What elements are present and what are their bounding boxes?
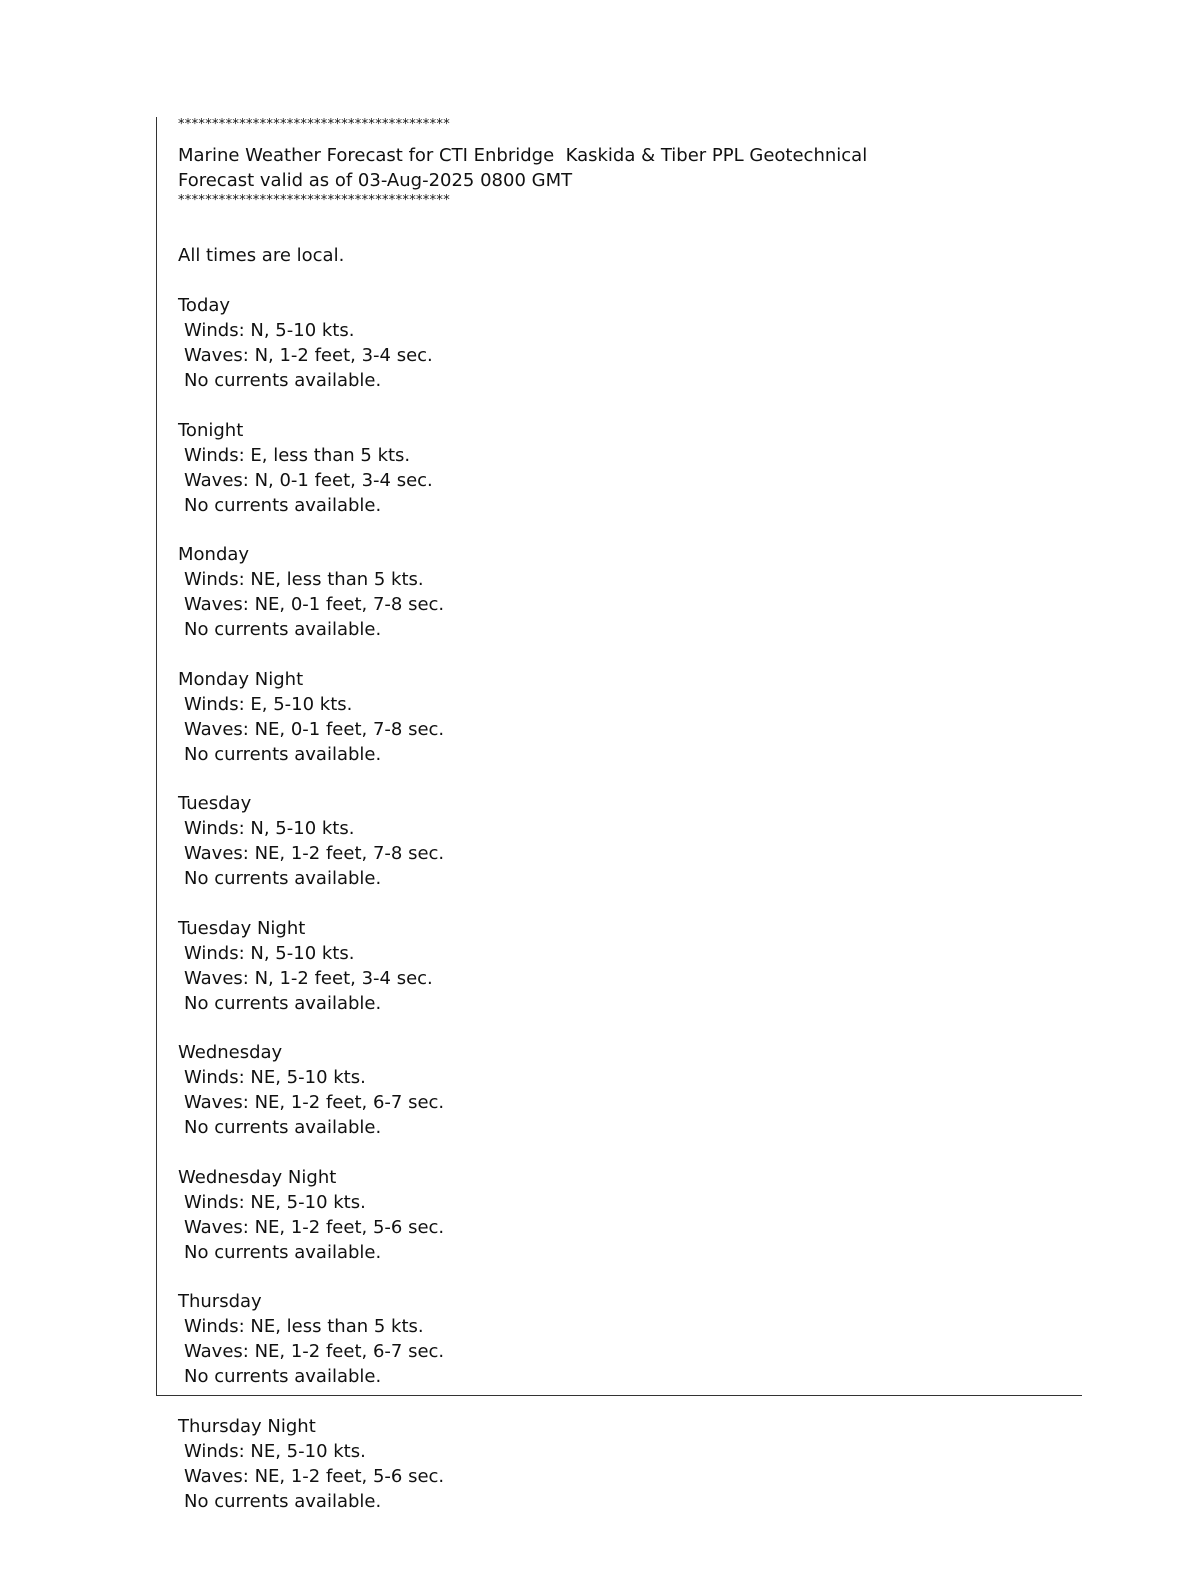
period-winds: Winds: N, 5-10 kts. — [184, 942, 355, 964]
forecast-document — [178, 117, 1058, 1538]
forecast-period — [178, 916, 1058, 1041]
period-currents: No currents available. — [184, 1117, 382, 1138]
forecast-period — [178, 791, 1058, 916]
period-name: Today — [178, 295, 231, 316]
period-waves: Waves: N, 0-1 feet, 3-4 sec. — [184, 469, 433, 491]
header-separator-top: **************************************** — [178, 117, 450, 132]
forecast-period — [178, 1414, 1058, 1539]
period-winds: Winds: NE, less than 5 kts. — [184, 1316, 424, 1337]
period-name: Monday Night — [178, 668, 304, 690]
period-currents: No currents available. — [184, 619, 382, 640]
forecast-title: Marine Weather Forecast for CTI Enbridge Kaskida & Tiber PPL Geotechnical — [178, 145, 868, 166]
period-waves: Waves: NE, 0-1 feet, 7-8 sec. — [184, 718, 445, 740]
period-waves: Waves: NE, 1-2 feet, 5-6 sec. — [184, 1216, 445, 1238]
period-winds: Winds: NE, less than 5 kts. — [184, 569, 424, 590]
timezone-note: All times are local. — [178, 245, 345, 266]
period-currents: No currents available. — [184, 370, 382, 391]
period-name: Wednesday Night — [178, 1166, 337, 1188]
period-winds: Winds: NE, 5-10 kts. — [184, 1191, 366, 1213]
period-winds: Winds: E, less than 5 kts. — [184, 444, 411, 466]
period-name: Tuesday — [178, 793, 252, 814]
forecast-period — [178, 542, 1058, 667]
period-winds: Winds: E, 5-10 kts. — [184, 693, 353, 715]
period-waves: Waves: NE, 1-2 feet, 7-8 sec. — [184, 843, 445, 864]
period-waves: Waves: NE, 1-2 feet, 6-7 sec. — [184, 1341, 445, 1362]
period-winds: Winds: NE, 5-10 kts. — [184, 1067, 366, 1088]
forecast-valid-time: Forecast valid as of 03-Aug-2025 0800 GMT — [178, 170, 573, 191]
forecast-period — [178, 667, 1058, 792]
forecast-period — [178, 1165, 1058, 1290]
period-name: Wednesday — [178, 1042, 283, 1063]
period-currents: No currents available. — [184, 868, 382, 889]
period-currents: No currents available. — [184, 992, 382, 1014]
period-currents: No currents available. — [184, 1366, 382, 1387]
header-separator-bottom: **************************************** — [178, 193, 450, 208]
period-waves: Waves: N, 1-2 feet, 3-4 sec. — [184, 345, 433, 366]
forecast-period — [178, 293, 1058, 418]
period-winds: Winds: N, 5-10 kts. — [184, 320, 355, 341]
period-waves: Waves: NE, 1-2 feet, 5-6 sec. — [184, 1465, 445, 1487]
period-name: Thursday — [178, 1291, 262, 1312]
period-currents: No currents available. — [184, 743, 382, 765]
period-waves: Waves: NE, 0-1 feet, 7-8 sec. — [184, 594, 445, 615]
period-winds: Winds: N, 5-10 kts. — [184, 818, 355, 839]
period-waves: Waves: NE, 1-2 feet, 6-7 sec. — [184, 1092, 445, 1113]
period-name: Thursday Night — [178, 1415, 316, 1437]
frame-left-border — [156, 117, 157, 1396]
period-name: Monday — [178, 544, 250, 565]
period-currents: No currents available. — [184, 1490, 382, 1512]
forecast-period — [178, 1040, 1058, 1165]
period-name: Tuesday Night — [178, 917, 306, 939]
period-name: Tonight — [178, 419, 244, 441]
forecast-period — [178, 1289, 1058, 1414]
period-currents: No currents available. — [184, 1241, 382, 1263]
period-waves: Waves: N, 1-2 feet, 3-4 sec. — [184, 967, 433, 989]
forecast-period — [178, 418, 1058, 543]
period-currents: No currents available. — [184, 494, 382, 516]
period-winds: Winds: NE, 5-10 kts. — [184, 1440, 366, 1462]
